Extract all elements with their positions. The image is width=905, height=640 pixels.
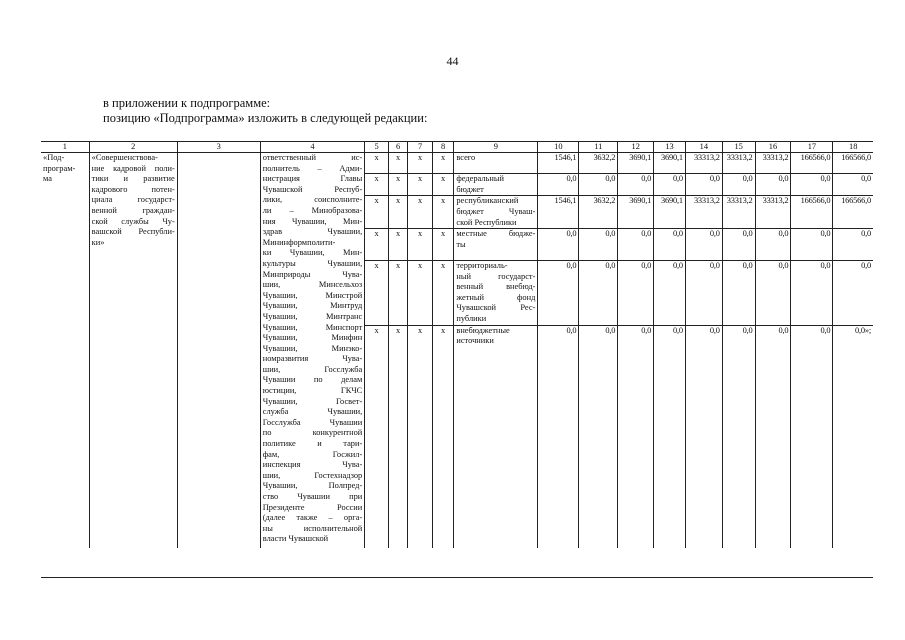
- x-mark-cell: х: [432, 153, 454, 174]
- responsible-executors-line: ния Чувашии, Мин-: [262, 216, 363, 226]
- value-cell: 0,0: [791, 229, 833, 261]
- funding-source: [454, 325, 538, 548]
- responsible-executors-line: Чувашии, Минспорт: [262, 322, 363, 332]
- header-cell: 8: [432, 142, 454, 153]
- responsible-executors-line: полнитель – Адми-: [262, 163, 363, 173]
- funding-source-line: территориаль-: [456, 260, 508, 270]
- responsible-executors-line: власти Чувашской: [262, 534, 329, 544]
- responsible-executors-line: ки Чувашии, Мин-: [262, 248, 363, 258]
- value-cell: 0,0: [755, 174, 791, 196]
- value-cell: 0,0: [685, 260, 722, 325]
- funding-source-line: федеральный: [456, 174, 504, 184]
- value-cell: 3690,1: [618, 196, 654, 229]
- funding-source-line: местные бюдже-: [456, 229, 536, 239]
- responsible-executors-line: Чувашии, Полпред-: [262, 481, 363, 491]
- value-cell: 0,0: [618, 325, 654, 548]
- x-mark-cell: х: [408, 153, 433, 174]
- value-cell: 0,0: [579, 174, 618, 196]
- value-cell: 3632,2: [579, 196, 618, 229]
- header-cell: 14: [685, 142, 722, 153]
- funding-source-line: источники: [456, 336, 494, 346]
- subprogram-name-line: циала государст-: [91, 195, 175, 205]
- x-mark-cell: х: [388, 153, 407, 174]
- responsible-executors-line: Чувашии по делам: [262, 375, 363, 385]
- value-cell: 3632,2: [579, 153, 618, 174]
- value-cell: 3690,1: [654, 153, 686, 174]
- responsible-executors-line: инспекция Чува-: [262, 460, 363, 470]
- x-mark-cell: х: [432, 325, 454, 548]
- value-cell: 0,0: [722, 174, 755, 196]
- responsible-executors-line: юстиции, ГКЧС: [262, 386, 363, 396]
- responsible-executors-line: фам, Госжил-: [262, 449, 363, 459]
- table-bottom-border: [41, 577, 873, 578]
- subprogram-label-line: «Под-: [43, 153, 65, 162]
- x-mark-cell: х: [408, 260, 433, 325]
- funding-source-line: венный внебюд-: [456, 282, 536, 292]
- value-cell: 0,0: [755, 260, 791, 325]
- value-cell: 166566,0: [791, 196, 833, 229]
- x-mark-cell: х: [408, 325, 433, 548]
- funding-source-line: всего: [456, 153, 476, 162]
- header-cell: 17: [791, 142, 833, 153]
- funding-source: [454, 174, 538, 196]
- value-cell: 0,0: [833, 260, 873, 325]
- x-mark-cell: х: [388, 196, 407, 229]
- responsible-executors-line: служба Чувашии,: [262, 407, 363, 417]
- value-cell: 0,0: [538, 325, 579, 548]
- value-cell: 3690,1: [618, 153, 654, 174]
- value-cell: 0,0: [579, 260, 618, 325]
- value-cell: 0,0: [618, 229, 654, 261]
- value-cell: 0,0: [685, 325, 722, 548]
- subprogram-name-line: ской службы Чу-: [91, 216, 175, 226]
- header-cell: 15: [722, 142, 755, 153]
- responsible-executors: [260, 153, 365, 548]
- funding-source: [454, 229, 538, 261]
- value-cell: 0,0: [755, 325, 791, 548]
- header-cell: 2: [89, 142, 177, 153]
- subprogram-label-line: програм-: [43, 163, 76, 173]
- value-cell: 0,0: [579, 229, 618, 261]
- header-cell: 13: [654, 142, 686, 153]
- intro-line-1: в приложении к подпрограмме:: [103, 96, 271, 110]
- x-mark-cell: х: [365, 260, 389, 325]
- value-cell: 166566,0: [791, 153, 833, 174]
- funding-source-line: бюджет: [456, 184, 484, 194]
- responsible-executors-line: политике и тари-: [262, 439, 363, 449]
- funding-source-line: ты: [456, 239, 466, 249]
- value-cell: 3690,1: [654, 196, 686, 229]
- responsible-executors-line: Чувашии, Минэко-: [262, 343, 363, 353]
- value-cell: 0,0: [833, 174, 873, 196]
- funding-source-line: внебюджетные: [456, 325, 510, 335]
- header-cell: 18: [833, 142, 873, 153]
- x-mark-cell: х: [432, 196, 454, 229]
- x-mark-cell: х: [388, 229, 407, 261]
- subprogram-name: [89, 153, 177, 548]
- x-mark-cell: х: [408, 196, 433, 229]
- value-cell: 0,0: [654, 260, 686, 325]
- header-cell: 12: [618, 142, 654, 153]
- value-cell: 1546,1: [538, 153, 579, 174]
- funding-source: [454, 196, 538, 229]
- x-mark-cell: х: [388, 174, 407, 196]
- x-mark-cell: х: [388, 260, 407, 325]
- funding-source-line: бюджет Чуваш-: [456, 206, 536, 216]
- value-cell: 0,0: [654, 174, 686, 196]
- funding-source-line: Чувашской Рес-: [456, 303, 536, 313]
- value-cell: 0,0: [618, 260, 654, 325]
- header-cell: 16: [755, 142, 791, 153]
- responsible-executors-line: ны исполнительной: [262, 523, 363, 533]
- value-cell: 33313,2: [722, 153, 755, 174]
- subprogram-name-line: ние кадровой поли-: [91, 163, 175, 173]
- value-cell: 0,0: [791, 174, 833, 196]
- responsible-executors-line: ство Чувашии при: [262, 492, 363, 501]
- value-cell: 0,0: [538, 229, 579, 261]
- funding-source: [454, 260, 538, 325]
- x-mark-cell: х: [408, 229, 433, 261]
- value-cell: 0,0»;: [855, 325, 871, 335]
- responsible-executors-line: нистрация Главы: [262, 174, 363, 184]
- x-mark-cell: х: [432, 229, 454, 261]
- responsible-executors-line: Президенте России: [262, 502, 363, 512]
- value-cell: 1546,1: [538, 196, 579, 229]
- x-mark-cell: х: [365, 153, 389, 174]
- value-cell: 0,0: [538, 260, 579, 325]
- subprogram-label: [41, 153, 89, 548]
- header-cell: 11: [579, 142, 618, 153]
- responsible-executors-line: лики, соисполните-: [262, 195, 363, 205]
- funding-source-line: публики: [456, 313, 487, 323]
- responsible-executors-line: шии, Госслужба: [262, 364, 363, 374]
- value-cell: 0,0: [618, 174, 654, 196]
- value-cell: 166566,0: [833, 196, 873, 229]
- x-mark-cell: х: [365, 325, 389, 548]
- financing-table: [41, 141, 873, 548]
- x-mark-cell: х: [365, 196, 389, 229]
- responsible-executors-line: Чувашии, Минтруд: [262, 301, 363, 311]
- value-cell: 166566,0: [833, 153, 873, 174]
- subprogram-name-line: «Совершенствова-: [91, 153, 158, 162]
- subprogram-name-line: кадрового потен-: [91, 184, 175, 194]
- header-cell: 3: [177, 142, 260, 153]
- responsible-executors-line: Чувашии, Минтранс: [262, 311, 363, 321]
- funding-source-line: ской Республики: [456, 217, 517, 227]
- value-cell: 0,0: [722, 229, 755, 261]
- header-cell: 6: [388, 142, 407, 153]
- responsible-executors-line: номразвития Чува-: [262, 354, 363, 364]
- x-mark-cell: х: [408, 174, 433, 196]
- header-row: [41, 142, 873, 153]
- responsible-executors-line: Мининформполити-: [262, 237, 336, 247]
- x-mark-cell: х: [432, 260, 454, 325]
- responsible-executors-line: Чувашии, Госвет-: [262, 396, 363, 406]
- responsible-executors-line: шии, Гостехнадзор: [262, 470, 363, 480]
- funding-source-line: ный государст-: [456, 271, 536, 281]
- intro-line-2: позицию «Подпрограмма» изложить в следующей редакции:: [103, 111, 428, 125]
- funding-source-line: республиканский: [456, 196, 519, 206]
- funding-source: [454, 153, 538, 174]
- responsible-executors-line: здрав Чувашии,: [262, 227, 363, 237]
- value-cell: 33313,2: [685, 196, 722, 229]
- responsible-executors-line: шии, Минсельхоз: [262, 280, 363, 290]
- header-cell: 5: [365, 142, 389, 153]
- value-cell: 33313,2: [755, 196, 791, 229]
- value-cell: 0,0: [722, 325, 755, 548]
- responsible-executors-line: ли – Минобразова-: [262, 205, 363, 215]
- responsible-executors-line: Чувашской Респуб-: [262, 184, 363, 194]
- value-cell: 0,0: [538, 174, 579, 196]
- subprogram-label-line: ма: [43, 174, 52, 184]
- responsible-executors-line: Госслужба Чувашии: [262, 417, 363, 427]
- value-cell: 0,0: [833, 229, 873, 261]
- value-cell: 33313,2: [722, 196, 755, 229]
- value-cell: 0,0: [791, 325, 833, 548]
- header-cell: 10: [538, 142, 579, 153]
- x-mark-cell: х: [388, 325, 407, 548]
- responsible-executors-line: ответственный ис-: [262, 153, 363, 162]
- value-cell: 0,0: [654, 325, 686, 548]
- value-cell: 0,0: [755, 229, 791, 261]
- x-mark-cell: х: [365, 229, 389, 261]
- funding-source-line: жетный фонд: [456, 292, 536, 302]
- value-cell: 0,0: [791, 260, 833, 325]
- value-cell: 0,0: [722, 260, 755, 325]
- value-cell: 0,0: [579, 325, 618, 548]
- value-cell: 33313,2: [755, 153, 791, 174]
- responsible-executors-line: Минприроды Чува-: [262, 269, 363, 279]
- subprogram-name-line: венной граждан-: [91, 205, 175, 215]
- header-cell: 1: [41, 142, 89, 153]
- subprogram-name-line: ки»: [91, 237, 105, 247]
- page-number: 44: [446, 54, 459, 68]
- subprogram-name-line: вашской Республи-: [91, 227, 175, 237]
- table-row: [41, 153, 873, 174]
- responsible-executors-line: по конкурентной: [262, 428, 363, 438]
- responsible-executors-line: культуры Чувашии,: [262, 258, 363, 268]
- header-cell: 9: [454, 142, 538, 153]
- x-mark-cell: х: [432, 174, 454, 196]
- responsible-executors-line: Чувашии, Минстрой: [262, 290, 363, 300]
- responsible-executors-line: Чувашии, Минфин: [262, 333, 363, 343]
- value-cell: 0,0: [654, 229, 686, 261]
- value-cell: 0,0: [685, 174, 722, 196]
- value-cell: 33313,2: [685, 153, 722, 174]
- header-cell: 7: [408, 142, 433, 153]
- subprogram-name-line: тики и развитие: [91, 174, 175, 184]
- column-3-empty: [177, 153, 260, 548]
- header-cell: 4: [260, 142, 365, 153]
- responsible-executors-line: (далее также – орга-: [262, 513, 363, 523]
- value-cell: 0,0: [685, 229, 722, 261]
- subprogram-table: [41, 141, 873, 577]
- x-mark-cell: х: [365, 174, 389, 196]
